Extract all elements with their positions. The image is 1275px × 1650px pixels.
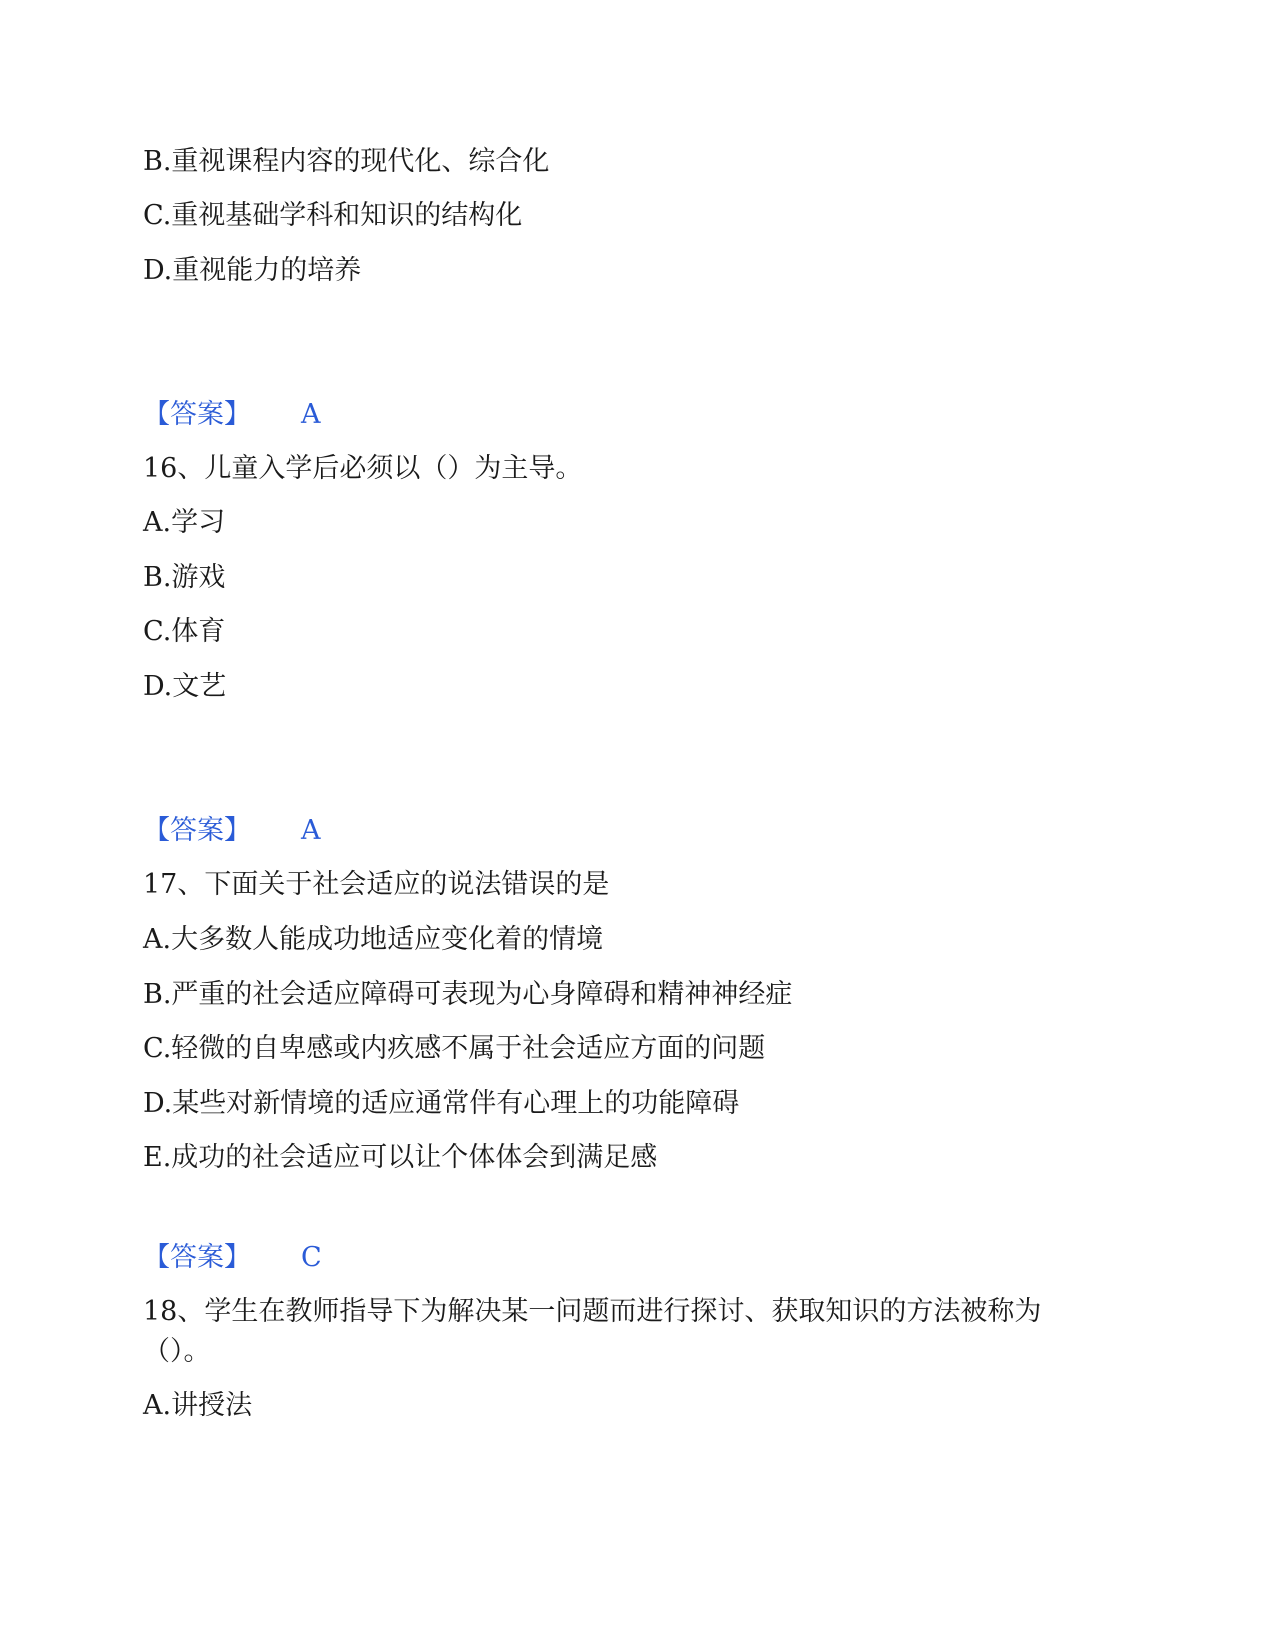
answer-label: 【答案】 [143, 399, 251, 430]
q17-option-c: C.轻微的自卑感或内疚感不属于社会适应方面的问题 [143, 1033, 766, 1064]
answer-label: 【答案】 [143, 1242, 251, 1273]
q15-answer [143, 395, 321, 435]
q17-answer [143, 1238, 322, 1278]
q17-option-a: A.大多数人能成功地适应变化着的情境 [143, 924, 604, 955]
q16-answer [143, 811, 321, 851]
answer-value: C [301, 1242, 322, 1273]
answer-value: A [301, 399, 321, 430]
answer-label: 【答案】 [143, 815, 251, 846]
answer-value: A [301, 815, 321, 846]
q16-option-a: A.学习 [143, 507, 226, 538]
q16-question: 16、儿童入学后必须以（）为主导。 [143, 453, 583, 484]
q15-option-c: C.重视基础学科和知识的结构化 [143, 200, 523, 231]
q17-option-b: B.严重的社会适应障碍可表现为心身障碍和精神神经症 [143, 979, 793, 1010]
q18-question-line2: （）。 [143, 1336, 211, 1367]
q16-option-c: C.体育 [143, 616, 226, 647]
q17-option-e: E.成功的社会适应可以让个体体会到满足感 [143, 1142, 658, 1173]
q15-option-d: D.重视能力的培养 [143, 255, 362, 286]
q17-question: 17、下面关于社会适应的说法错误的是 [143, 869, 610, 900]
q16-option-d: D.文艺 [143, 671, 227, 702]
q15-option-b: B.重视课程内容的现代化、综合化 [143, 146, 550, 177]
q17-option-d: D.某些对新情境的适应通常伴有心理上的功能障碍 [143, 1088, 740, 1119]
q16-option-b: B.游戏 [143, 562, 226, 593]
q18-option-a: A.讲授法 [143, 1390, 253, 1421]
q18-question-line1: 18、学生在教师指导下为解决某一问题而进行探讨、获取知识的方法被称为 [143, 1296, 1042, 1327]
